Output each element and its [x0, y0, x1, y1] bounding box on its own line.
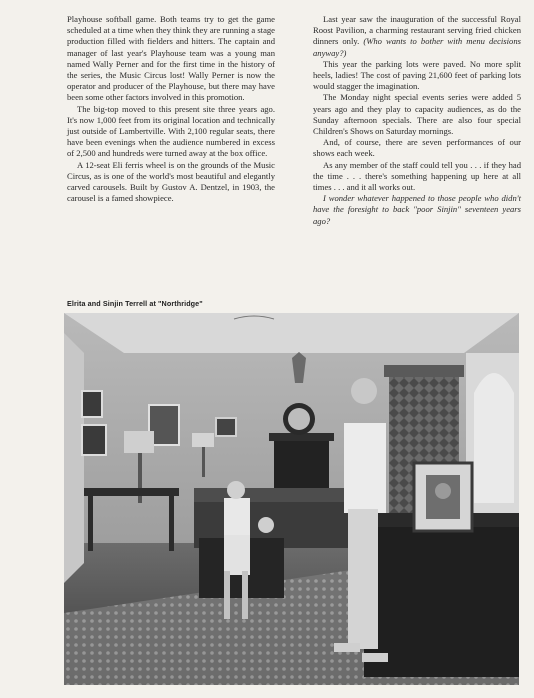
left-text-column: [67, 14, 275, 204]
interior-photograph: [64, 313, 519, 685]
right-text-column: [313, 14, 521, 227]
left-paragraph-1: Playhouse softball game. Both teams try to get the game scheduled at a time when they think they are running a stage production filled with fielders and hitters. The captain and manager of last year's Playhouse team was a young man named Wally Perner and for the first time in the history of the series, the Music Circus lost! Wally Perner is now the operator and producer of the Playhouse, but there may have been some other factors involved in this promotion.: [67, 14, 275, 103]
left-paragraph-3: A 12-seat Eli ferris wheel is on the grounds of the Music Circus, as is one of the world's most beautiful and elegantly carved carousels. Built by Gustov A. Dentzel, in 1903, the carousel is a famed showpiece.: [67, 159, 275, 204]
right-paragraph-6: I wonder whatever happened to those people who didn't have the foresight to back "poor Sinjin" seventeen years ago?: [313, 193, 521, 226]
photo-illustration: [64, 313, 519, 685]
right-paragraph-2: This year the parking lots were paved. No more split heels, ladies! The cost of paving 21,600 feet of parking lots would stagger the imagination.: [313, 58, 521, 92]
left-paragraph-2: The big-top moved to this present site three years ago. It's now 1,000 feet from its original location and technically just outside of Lambertville. With 2,100 regular seats, there have been evenings when the audience numbered in excess of 2,500 and hundreds were turned away at the box office.: [67, 103, 275, 159]
right-paragraph-3: The Monday night special events series were added 5 years ago and they play to capacity audiences, as do the Sunday afternoon specials. There are also four special Children's Shows on Saturday mornings.: [313, 92, 521, 137]
right-paragraph-4: And, of course, there are seven performances of our shows each week.: [313, 137, 521, 159]
right-paragraph-1: [313, 14, 521, 59]
right-paragraph-1-text: Last year saw the inauguration of the successful Royal Roost Pavilion, a charming restaurant serving fried chicken dinners only.: [313, 14, 521, 47]
right-paragraph-5: As any member of the staff could tell you . . . if they had the time . . . there's something happening up here at all times . . . and it all works out.: [313, 159, 521, 193]
right-paragraph-1-aside: (Who wants to bother with menu decisions anyway?): [313, 36, 521, 58]
photo-caption: Elrita and Sinjin Terrell at "Northridge": [67, 299, 203, 308]
